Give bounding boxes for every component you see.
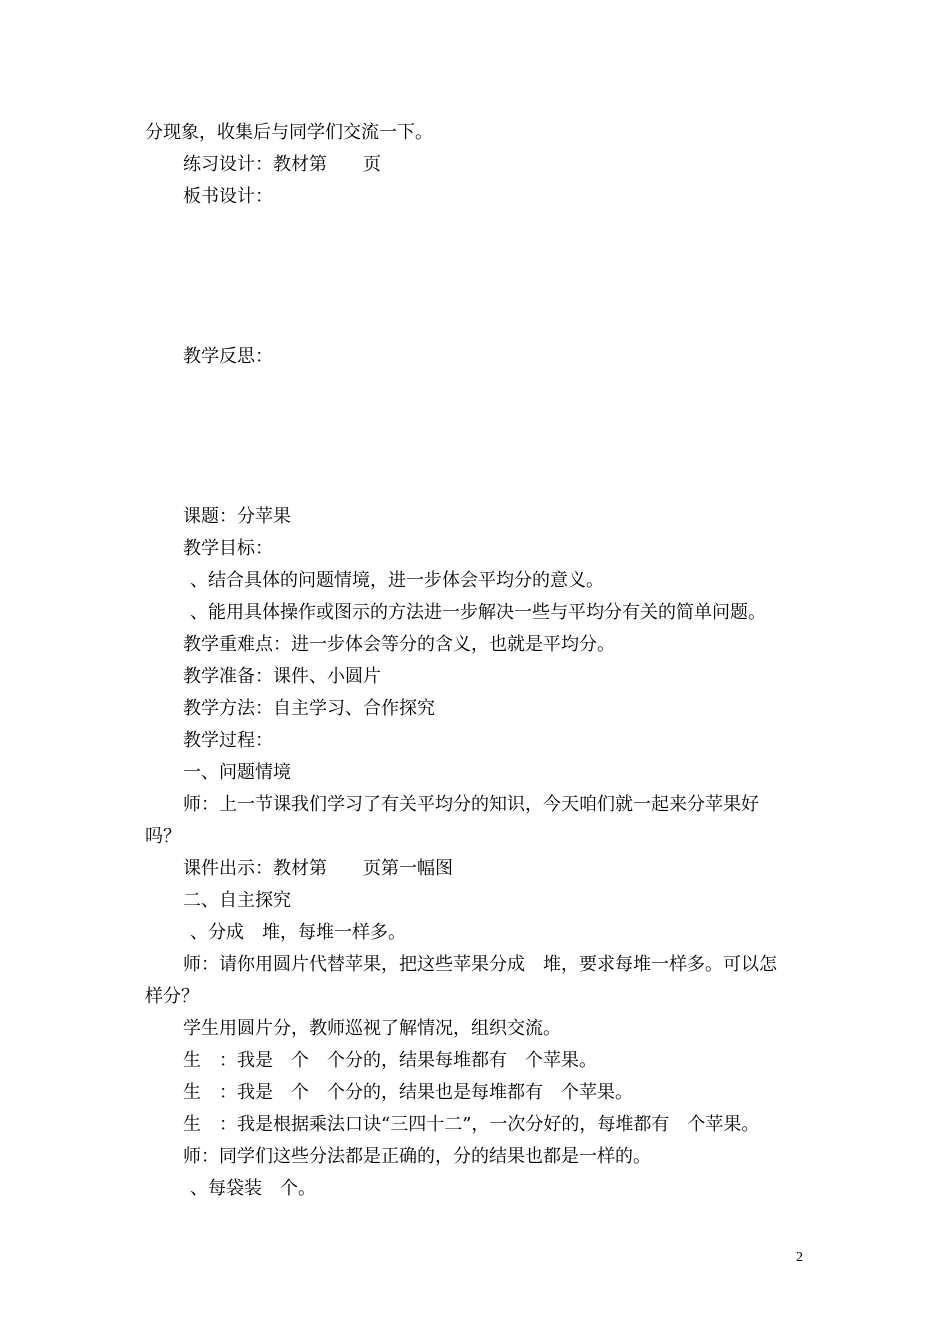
text-line: 教学反思： bbox=[183, 346, 273, 367]
text-line: 师：同学们这些分法都是正确的，分的结果也都是一样的。 bbox=[183, 1146, 651, 1167]
text-line: 师：上一节课我们学习了有关平均分的知识，今天咱们就一起来分苹果好 bbox=[183, 794, 759, 815]
text-line: 板书设计： bbox=[183, 186, 273, 207]
text-line: 师：请你用圆片代替苹果，把这些苹果分成 堆，要求每堆一样多。可以怎 bbox=[183, 954, 777, 975]
text-line: 、每袋装 个。 bbox=[190, 1178, 316, 1199]
text-line: 样分？ bbox=[145, 986, 199, 1007]
section-heading: 二、自主探究 bbox=[183, 890, 291, 911]
text-line: 教学准备：课件、小圆片 bbox=[183, 666, 381, 687]
text-line: 、分成 堆，每堆一样多。 bbox=[190, 922, 406, 943]
text-line: 吗？ bbox=[145, 826, 181, 847]
text-line: 、能用具体操作或图示的方法进一步解决一些与平均分有关的简单问题。 bbox=[190, 602, 766, 623]
text-line: 、结合具体的问题情境，进一步体会平均分的意义。 bbox=[190, 570, 604, 591]
text-line: 学生用圆片分，教师巡视了解情况，组织交流。 bbox=[183, 1018, 561, 1039]
text-line: 生 ：我是 个 个分的，结果也是每堆都有 个苹果。 bbox=[183, 1082, 633, 1103]
text-line: 教学过程： bbox=[183, 730, 273, 751]
text-line: 教学重难点：进一步体会等分的含义，也就是平均分。 bbox=[183, 634, 615, 655]
page-number: 2 bbox=[796, 1250, 803, 1265]
text-line: 分现象，收集后与同学们交流一下。 bbox=[145, 122, 433, 143]
text-line: 教学方法：自主学习、合作探究 bbox=[183, 698, 435, 719]
text-line: 练习设计：教材第 页 bbox=[183, 154, 381, 175]
text-line: 生 ：我是 个 个分的，结果每堆都有 个苹果。 bbox=[183, 1050, 597, 1071]
lesson-title: 课题：分苹果 bbox=[183, 506, 291, 527]
section-heading: 一、问题情境 bbox=[183, 762, 291, 783]
text-line: 生 ：我是根据乘法口诀“三四十二”，一次分好的，每堆都有 个苹果。 bbox=[183, 1114, 760, 1135]
text-line: 课件出示：教材第 页第一幅图 bbox=[183, 858, 453, 879]
text-line: 教学目标： bbox=[183, 538, 273, 559]
